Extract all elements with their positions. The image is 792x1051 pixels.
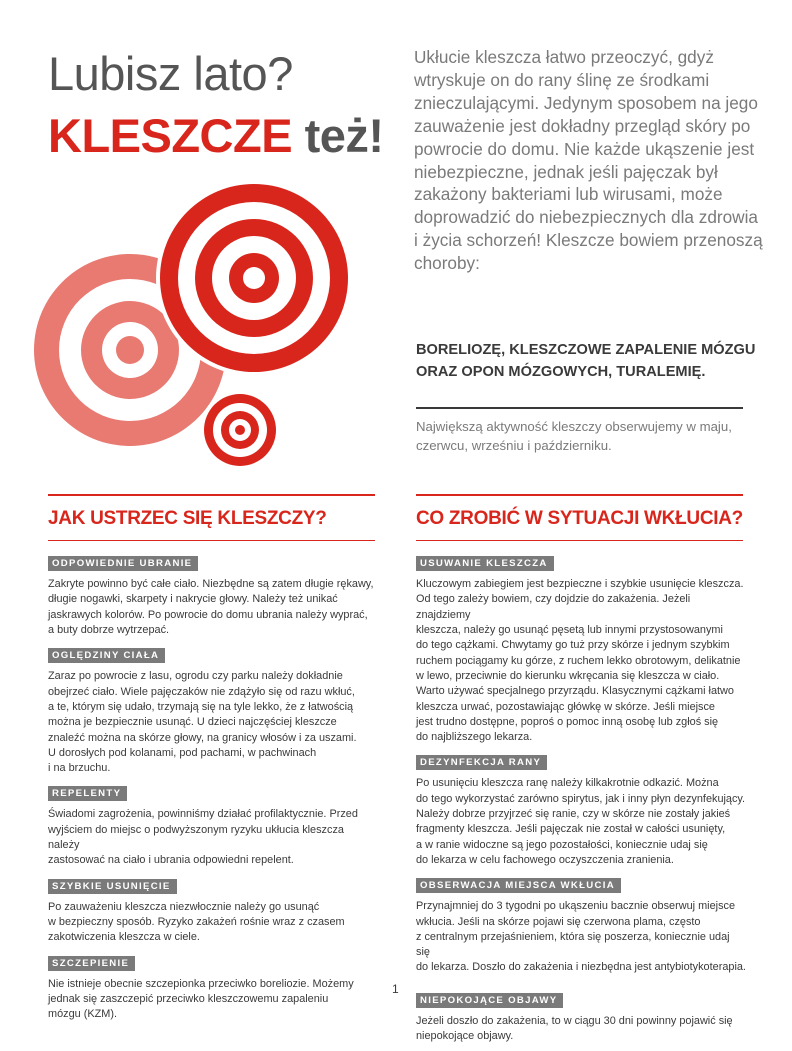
prevention-column xyxy=(48,494,378,1029)
section-disinfection xyxy=(416,752,746,868)
section-label: DEZYNFEKCJA RANY xyxy=(416,755,547,770)
prevention-heading: JAK USTRZEC SIĘ KLESZCZY? xyxy=(48,507,327,529)
section-text: Po zauważeniu kleszcza niezwłocznie należy go usunąć w bezpieczny sposób. Ryzyko zakażeń rośnie wraz z czasem zakotwiczenia kleszcza w ciele. xyxy=(48,900,345,944)
section-text: Przynajmniej do 3 tygodni po ukąszeniu bacznie obserwuj miejsce wkłucia. Jeśli na skórze pojawi się czerwona plama, często z centralnym przejaśnieniem, która się poszerza, koniecznie udaj się do lekarza. Doszło do zakażenia i niezbędna jest antybiotykoterapia. xyxy=(416,900,746,974)
page-number: 1 xyxy=(392,982,399,996)
intro-diseases: BORELIOZĘ, KLESZCZOWE ZAPALENIE MÓZGU ORAZ OPON MÓZGOWYCH, TURALEMIĘ. xyxy=(416,342,756,380)
section-text: Świadomi zagrożenia, powinniśmy działać profilaktycznie. Przed wyjściem do miejsc o podwyższonym ryzyku ukłucia kleszcza należy zastosować na ciało i ubrania odpowiedni repelent. xyxy=(48,808,358,867)
target-large xyxy=(156,180,352,376)
section-text: Kluczowym zabiegiem jest bezpieczne i szybkie usunięcie kleszcza. Od tego zależy bowiem, czy dojdzie do zakażenia. Jeżeli znajdziemy kleszcza, należy go usunąć pęsetą lub innymi przystosowanymi do tego cążkami. Chwytamy go tuż przy skórze i jednym szybkim ruchem pociągamy ku górze, z ruchem lekko obrotowym, delikatnie w lewo, przeciwnie do kierunku wkręcania się kleszcza w ciało. Warto używać specjalnego przyrządu. Klasycznymi cążkami łatwo kleszcza urwać, pozostawiając główkę w skórze. Jeśli miejsce jest trudno dostępne, poproś o pomoc inną osobę lub zgłoś się do najbliższego lekarza. xyxy=(416,578,744,744)
bite-heading: CO ZROBIĆ W SYTUACJI WKŁUCIA? xyxy=(416,507,743,529)
intro-activity: Największą aktywność kleszczy obserwujemy w maju, czerwcu, wrześniu i październiku. xyxy=(416,419,732,453)
intro-text: Ukłucie kleszcza łatwo przeoczyć, gdyż wtryskuje on do rany ślinę ze środkami znieczulającymi. Jedynym sposobem na jego zauważenie jest dokładny przegląd skóry po powrocie do domu. Nie każde ukąszenie jest niebezpieczne, jednak jeśli pajęczak był zakażony bakteriami lub wirusami, może doprowadzić do niebezpiecznych dla zdrowia i życia schorzeń! Kleszcze bowiem przenoszą choroby: xyxy=(414,47,763,274)
section-repellents xyxy=(48,783,378,868)
section-label: SZYBKIE USUNIĘCIE xyxy=(48,879,177,894)
column-rule-top xyxy=(48,494,375,496)
section-label: USUWANIE KLESZCZA xyxy=(416,556,554,571)
title-tez: też! xyxy=(292,109,384,162)
section-text: Nie istnieje obecnie szczepionka przeciwko boreliozie. Możemy jednak się zaszczepić przeciwko kleszczowemu zapaleniu mózgu (KZM). xyxy=(48,977,354,1021)
section-label: NIEPOKOJĄCE OBJAWY xyxy=(416,993,563,1008)
target-tiny xyxy=(200,390,280,470)
section-symptoms xyxy=(416,990,746,1045)
section-label: ODPOWIEDNIE UBRANIE xyxy=(48,556,198,571)
section-clothing xyxy=(48,553,378,638)
section-text: Zakryte powinno być całe ciało. Niezbędne są zatem długie rękawy, długie nogawki, skarpety i nakrycie głowy. Należy też unikać jaskrawych kolorów. Po powrocie do domu ubrania należy wyprać, a buty dobrze wytrzepać. xyxy=(48,578,374,637)
section-observation xyxy=(416,875,746,975)
section-quick-removal xyxy=(48,876,378,946)
section-vaccination xyxy=(48,953,378,1023)
intro-divider xyxy=(416,407,743,409)
section-tick-removal xyxy=(416,553,746,745)
section-label: OBSERWACJA MIEJSCA WKŁUCIA xyxy=(416,878,621,893)
section-label: OGLĘDZINY CIAŁA xyxy=(48,648,165,663)
target-illustration xyxy=(38,184,368,474)
title-kleszcze: KLESZCZE xyxy=(48,109,293,162)
column-rule-bottom xyxy=(416,540,743,542)
section-text: Zaraz po powrocie z lasu, ogrodu czy parku należy dokładnie obejrzeć ciało. Wiele pajęczaków nie zdążyło się od razu wkłuć, a te, którym się udało, trzymają się na tyle lekko, że z łatwością można je bezpiecznie usunąć. U dzieci najczęściej kleszcze znaleźć można na skórze głowy, na granicy włosów i za uszami. U dorosłych pod kolanami, pod pachami, w pachwinach i na brzuchu. xyxy=(48,670,357,775)
section-text: Jeżeli doszło do zakażenia, to w ciągu 30 dni powinny pojawić się niepokojące objawy. xyxy=(416,1014,733,1043)
column-rule-top xyxy=(416,494,743,496)
section-body-check xyxy=(48,645,378,776)
title-line-1: Lubisz lato? xyxy=(48,47,293,100)
section-label: SZCZEPIENIE xyxy=(48,956,135,971)
section-label: REPELENTY xyxy=(48,786,127,801)
column-rule-bottom xyxy=(48,540,375,542)
section-text: Po usunięciu kleszcza ranę należy kilkakrotnie odkazić. Można do tego wykorzystać zarówno spirytus, jak i inny płyn dezynfekujący. Należy dobrze przyjrzeć się ranie, czy w skórze nie zostały jakieś fragmenty kleszcza. Jeśli pajęczak nie został w całości usunięty, a w ranie widoczne są jego pozostałości, koniecznie udaj się do lekarza w celu fachowego oczyszczenia zranienia. xyxy=(416,777,746,866)
title-line-2 xyxy=(48,108,384,163)
bite-column xyxy=(416,494,746,1051)
